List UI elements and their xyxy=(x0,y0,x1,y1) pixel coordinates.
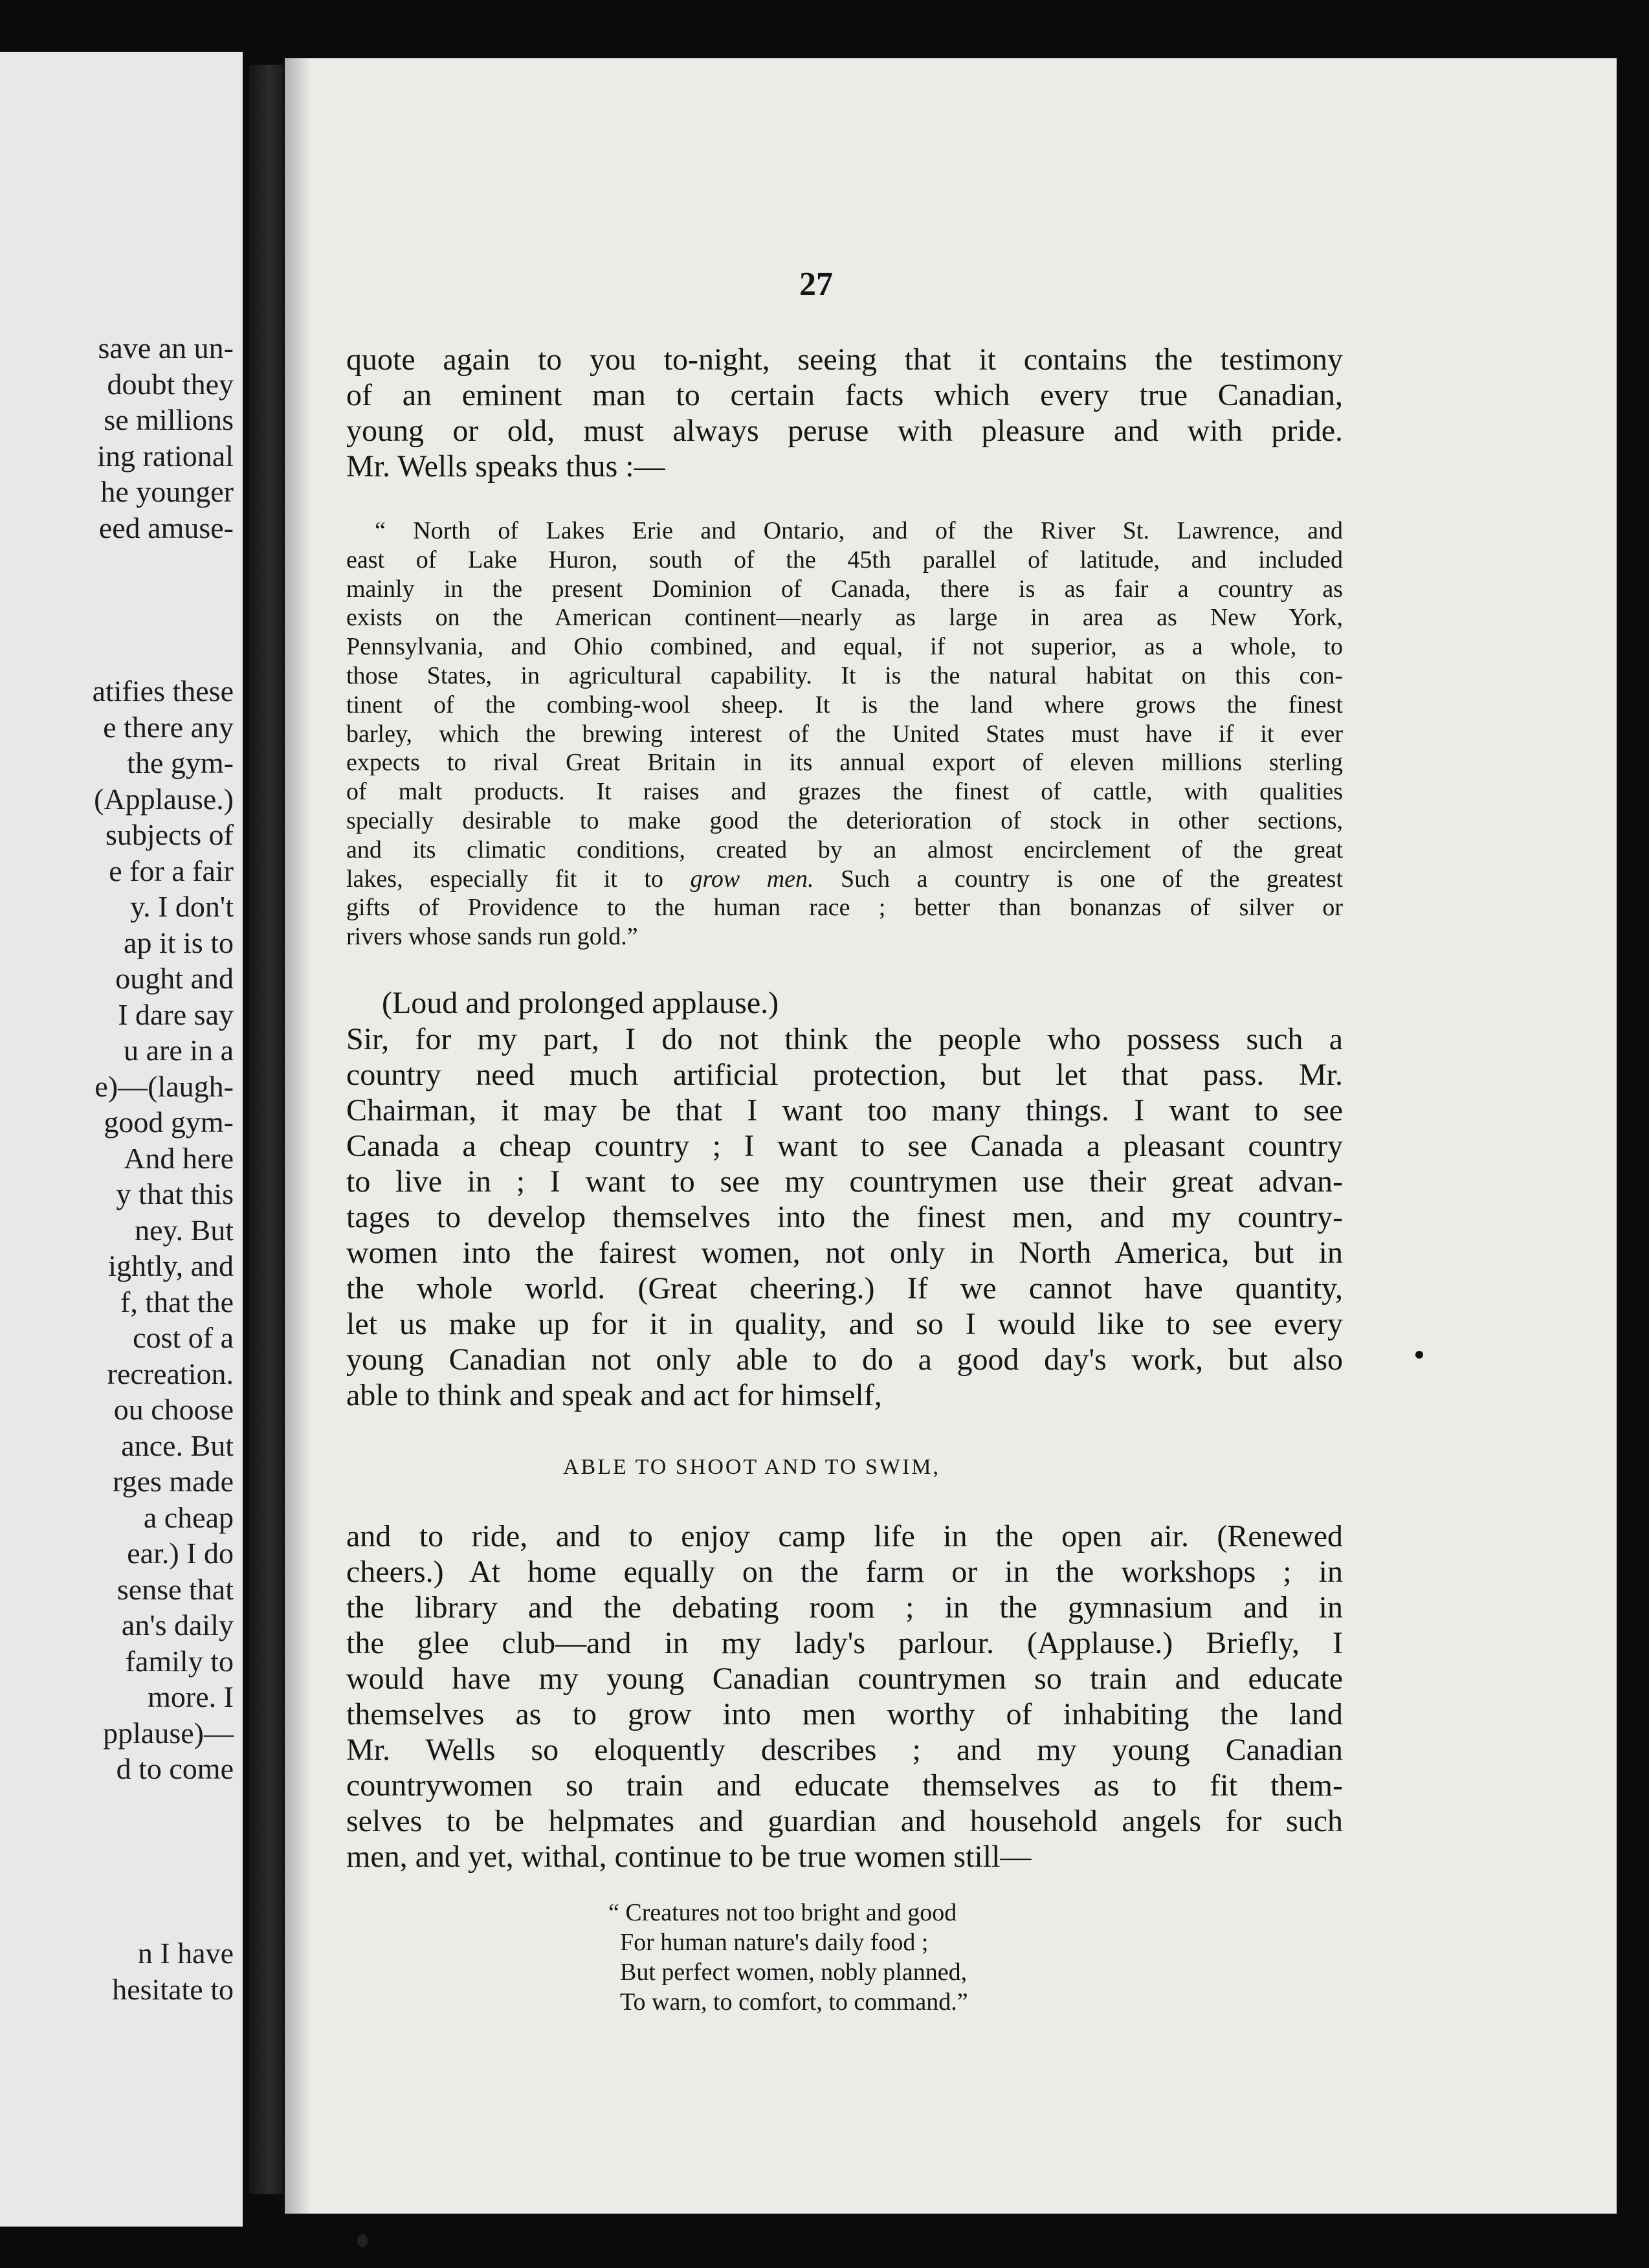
quote-line: of malt products. It raises and grazes the finest of cattle, with qualities xyxy=(346,778,1343,806)
text-line: the whole world. (Great cheering.) If we cannot have quantity, xyxy=(346,1271,1343,1306)
previous-page-line: cost of a xyxy=(133,1321,234,1354)
previous-page-line: (Applause.) xyxy=(94,782,234,816)
text-line: young or old, must always peruse with pleasure and with pride. xyxy=(346,414,1343,448)
quote-line: east of Lake Huron, south of the 45th parallel of latitude, and included xyxy=(346,546,1343,573)
sir-paragraph xyxy=(346,1021,1343,1413)
previous-page-line: ightly, and xyxy=(108,1249,234,1282)
text-line: would have my young Canadian countrymen so train and educate xyxy=(346,1662,1343,1696)
quote-line: specially desirable to make good the deterioration of stock in other sections, xyxy=(346,806,1343,834)
previous-page-line: ance. But xyxy=(121,1429,234,1462)
closing-poem xyxy=(608,1898,968,2017)
previous-page-line: rges made xyxy=(113,1465,234,1498)
previous-page-line: I dare say xyxy=(118,997,234,1031)
wells-quotation xyxy=(346,517,1343,951)
text-line: Sir, for my part, I do not think the people who possess such a xyxy=(346,1022,1343,1056)
previous-page-line: n I have xyxy=(137,1937,234,1970)
previous-page-line: ou choose xyxy=(113,1393,234,1426)
applause-note: (Loud and prolonged applause.) xyxy=(382,986,779,1020)
text-line: Chairman, it may be that I want too many things. I want to see xyxy=(346,1093,1343,1128)
page-number: 27 xyxy=(799,266,833,303)
intro-paragraph xyxy=(346,342,1343,484)
previous-page-line: more. I xyxy=(148,1680,234,1713)
previous-page-line: e there any xyxy=(103,710,234,744)
previous-page-line: ney. But xyxy=(135,1213,234,1247)
text-line: tages to develop themselves into the finest men, and my country- xyxy=(346,1200,1343,1234)
quote-line: tinent of the combing-wool sheep. It is the land where grows the finest xyxy=(346,691,1343,718)
quote-line: and its climatic conditions, created by an almost encirclement of the great xyxy=(346,836,1343,863)
previous-page-line: y. I don't xyxy=(130,890,234,923)
previous-page-line: a cheap xyxy=(143,1500,234,1534)
previous-page-line: ear.) I do xyxy=(127,1537,234,1570)
quote-line: exists on the American continent—nearly as large in area as New York, xyxy=(346,604,1343,632)
ink-speck xyxy=(1415,1351,1423,1359)
text-line: women into the fairest women, not only in North America, but in xyxy=(346,1236,1343,1270)
previous-page-line: eed amuse- xyxy=(98,511,234,544)
previous-page-line: the gym- xyxy=(127,746,234,779)
text-line: the library and the debating room ; in the gymnasium and in xyxy=(346,1590,1343,1625)
previous-page-block-bottom xyxy=(112,1935,234,2007)
text-line: cheers.) At home equally on the farm or in the workshops ; in xyxy=(346,1555,1343,1589)
previous-page-line: save an un- xyxy=(98,331,234,364)
previous-page-line: f, that the xyxy=(120,1285,234,1318)
text-line: Mr. Wells speaks thus :— xyxy=(346,449,665,484)
previous-page-line: family to xyxy=(125,1644,234,1678)
text-line: to live in ; I want to see my countrymen use their great advan- xyxy=(346,1164,1343,1199)
ink-speck xyxy=(357,2234,368,2247)
previous-page-line: good gym- xyxy=(104,1106,234,1139)
previous-page-line: ought and xyxy=(115,962,234,995)
quote-line: those States, in agricultural capability. It is the natural habitat on this con- xyxy=(346,662,1343,689)
text-line: the glee club—and in my lady's parlour. (Applause.) Briefly, I xyxy=(346,1626,1343,1660)
book-gutter xyxy=(249,65,283,2194)
text-line: young Canadian not only able to do a good day's work, but also xyxy=(346,1342,1343,1377)
text-line: let us make up for it in quality, and so I would like to see every xyxy=(346,1307,1343,1341)
previous-page-line: ing rational xyxy=(97,439,234,472)
text-line: selves to be helpmates and guardian and household angels for such xyxy=(346,1804,1343,1838)
previous-page-line: pplause)— xyxy=(103,1716,234,1750)
text-line: and to ride, and to enjoy camp life in the open air. (Renewed xyxy=(346,1519,1343,1553)
previous-page-line: an's daily xyxy=(121,1608,234,1641)
previous-page-line: ap it is to xyxy=(124,926,234,959)
previous-page-line: y that this xyxy=(116,1177,234,1210)
quote-line: “ North of Lakes Erie and Ontario, and of the River St. Lawrence, and xyxy=(375,517,1343,544)
previous-page-block-middle xyxy=(93,673,234,1787)
ride-paragraph xyxy=(346,1518,1343,1874)
quote-line: lakes, especially fit it to grow men. Such a country is one of the greatest xyxy=(346,865,1343,893)
poem-line: “ Creatures not too bright and good xyxy=(608,1899,957,1926)
poem-line: For human nature's daily food ; xyxy=(620,1929,929,1956)
previous-page-line: d to come xyxy=(116,1752,234,1785)
previous-page-line: he younger xyxy=(100,475,234,508)
quote-line: rivers whose sands run gold.” xyxy=(346,923,638,951)
text-line: able to think and speak and act for himself, xyxy=(346,1378,882,1412)
quote-line: mainly in the present Dominion of Canada, there is as fair a country as xyxy=(346,575,1343,603)
previous-page-line: recreation. xyxy=(107,1357,234,1390)
previous-page-line: e for a fair xyxy=(109,854,234,887)
previous-page-block-top xyxy=(97,330,234,546)
previous-page xyxy=(0,52,243,2227)
text-line: Mr. Wells so eloquently describes ; and my young Canadian xyxy=(346,1733,1343,1767)
section-subheading: ABLE TO SHOOT AND TO SWIM, xyxy=(563,1455,941,1479)
text-line: themselves as to grow into men worthy of inhabiting the land xyxy=(346,1697,1343,1731)
quote-line: Pennsylvania, and Ohio combined, and equal, if not superior, as a whole, to xyxy=(346,633,1343,661)
previous-page-line: atifies these xyxy=(92,674,234,707)
text-line: quote again to you to-night, seeing that it contains the testimony xyxy=(346,342,1343,377)
previous-page-line: doubt they xyxy=(107,367,234,401)
quote-line: gifts of Providence to the human race ; better than bonanzas of silver or xyxy=(346,894,1343,922)
text-line: countrywomen so train and educate themselves as to fit them- xyxy=(346,1768,1343,1803)
text-line: men, and yet, withal, continue to be true women still— xyxy=(346,1840,1032,1874)
previous-page-line: e)—(laugh- xyxy=(94,1069,234,1103)
quote-line: barley, which the brewing interest of the United States must have if it ever xyxy=(346,720,1343,748)
quote-line: expects to rival Great Britain in its annual export of eleven millions sterling xyxy=(346,749,1343,777)
text-line: country need much artificial protection, but let that pass. Mr. xyxy=(346,1058,1343,1092)
previous-page-line: u are in a xyxy=(124,1034,234,1067)
previous-page-line: se millions xyxy=(104,403,234,436)
poem-line: But perfect women, nobly planned, xyxy=(620,1959,968,1986)
previous-page-line: And here xyxy=(124,1141,234,1175)
text-line: of an eminent man to certain facts which every true Canadian, xyxy=(346,378,1343,412)
previous-page-line: sense that xyxy=(116,1572,234,1606)
poem-line: To warn, to comfort, to command.” xyxy=(620,1988,968,2016)
previous-page-line: hesitate to xyxy=(112,1972,234,2006)
text-line: Canada a cheap country ; I want to see Canada a pleasant country xyxy=(346,1129,1343,1163)
previous-page-line: subjects of xyxy=(105,818,234,851)
